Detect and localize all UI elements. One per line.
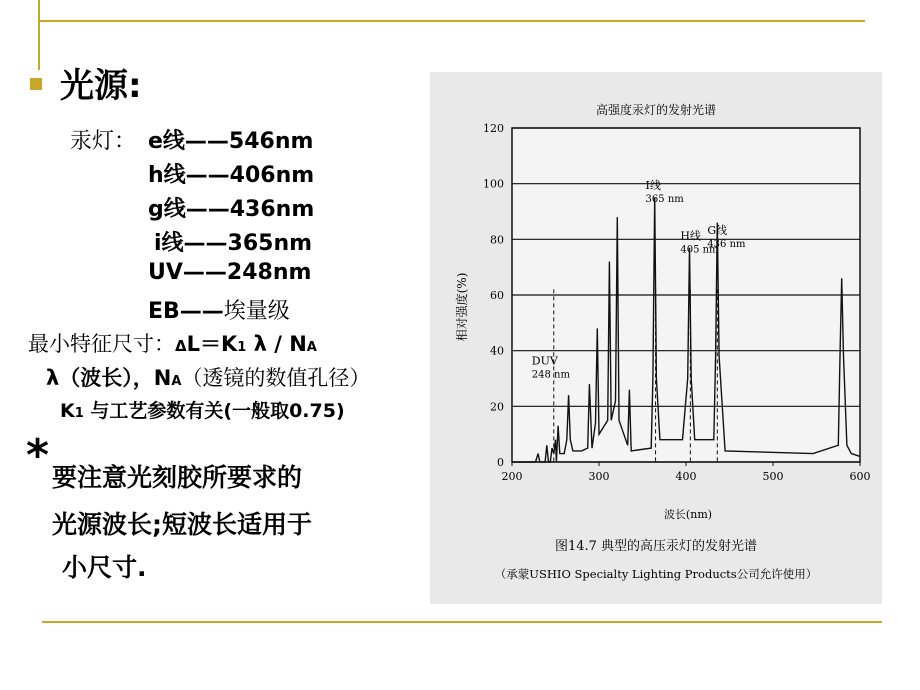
k-desc: 与工艺参数有关(一般取0.75) [83, 400, 345, 422]
peak-wavelength: 365 nm [645, 194, 684, 206]
line-value: 248nm [226, 260, 312, 285]
line-uv [148, 260, 311, 285]
peak-label: H线 [680, 229, 701, 243]
line-name: UV [148, 260, 183, 285]
left-rule [38, 0, 40, 70]
line-name: g线 [148, 197, 186, 222]
line-value: 365nm [227, 231, 313, 256]
line-h [148, 158, 314, 189]
line-i [154, 226, 312, 257]
note-line-2: 光源波长;短波长适用于 [52, 510, 312, 539]
bottom-rule [42, 621, 882, 623]
lambda-text: λ（波长），N [46, 366, 172, 390]
y-tick-label: 20 [490, 400, 504, 414]
line-sep: —— [185, 197, 230, 222]
line-value: 546nm [228, 129, 314, 154]
line-name: EB [148, 299, 180, 324]
line-sep: —— [183, 231, 228, 256]
peak-label: I线 [645, 179, 661, 193]
note-line-3: 小尺寸. [62, 553, 147, 582]
delta-symbol: Δ [175, 337, 187, 355]
bullet-icon [30, 78, 42, 90]
y-tick-label: 100 [483, 177, 504, 191]
peak-wavelength: 248 nm [531, 369, 570, 381]
peak-label: DUV [531, 354, 558, 368]
line-g [148, 192, 314, 223]
x-tick-label: 500 [762, 470, 784, 483]
peak-label: G线 [707, 223, 728, 237]
lambda-desc: （透镜的数值孔径） [181, 366, 371, 390]
y-axis-label: 相对强度(%) [455, 272, 469, 342]
lambda-line [46, 362, 370, 392]
k-subscript: 1 [74, 406, 84, 421]
line-eb [148, 294, 290, 325]
formula-prefix: 最小特征尺寸： [28, 332, 175, 356]
k-subscript: 1 [237, 340, 247, 355]
na-subscript: A [306, 340, 317, 355]
formula-lhs: L＝K [186, 332, 238, 356]
star-icon: * [26, 430, 50, 481]
line-value: 436nm [229, 197, 315, 222]
na-subscript: A [171, 374, 182, 389]
x-tick-label: 300 [588, 470, 610, 483]
slide-title: 光源: [60, 66, 142, 106]
mercury-label: 汞灯： [70, 129, 137, 154]
line-sep: —— [179, 299, 224, 324]
peak-wavelength: 405 nm [680, 244, 719, 256]
y-tick-label: 0 [497, 456, 504, 469]
line-sep: —— [182, 260, 227, 285]
y-tick-label: 40 [490, 344, 504, 358]
line-value: 406nm [229, 163, 315, 188]
line-sep: —— [184, 129, 229, 154]
line-name: i线 [154, 231, 184, 256]
spectrum-chart [430, 72, 882, 604]
line-name: h线 [148, 163, 186, 188]
k-symbol: K [60, 400, 75, 422]
x-tick-label: 200 [501, 470, 523, 483]
chart-title: 高强度汞灯的发射光谱 [595, 103, 717, 117]
x-axis-label: 波长(nm) [663, 508, 713, 521]
line-name: e线 [148, 129, 185, 154]
spectrum-figure [430, 72, 882, 604]
figure-caption-2: （承蒙USHIO Specialty Lighting Products公司允许使用） [494, 567, 818, 581]
line-sep: —— [185, 163, 230, 188]
y-tick-label: 120 [483, 122, 504, 135]
y-tick-label: 80 [490, 233, 504, 247]
note-line-1: 要注意光刻胶所要求的 [52, 463, 303, 492]
formula-line [28, 328, 317, 358]
x-tick-label: 600 [849, 470, 871, 483]
x-tick-label: 400 [675, 470, 697, 483]
formula-mid: λ / N [246, 332, 307, 356]
y-tick-label: 60 [490, 289, 504, 302]
line-value: 埃量级 [223, 299, 290, 324]
figure-caption-1: 图14.7 典型的高压汞灯的发射光谱 [554, 539, 758, 554]
top-rule [40, 20, 865, 22]
k-line [60, 396, 345, 423]
peak-wavelength: 436 nm [707, 238, 746, 250]
line-e [148, 124, 313, 155]
